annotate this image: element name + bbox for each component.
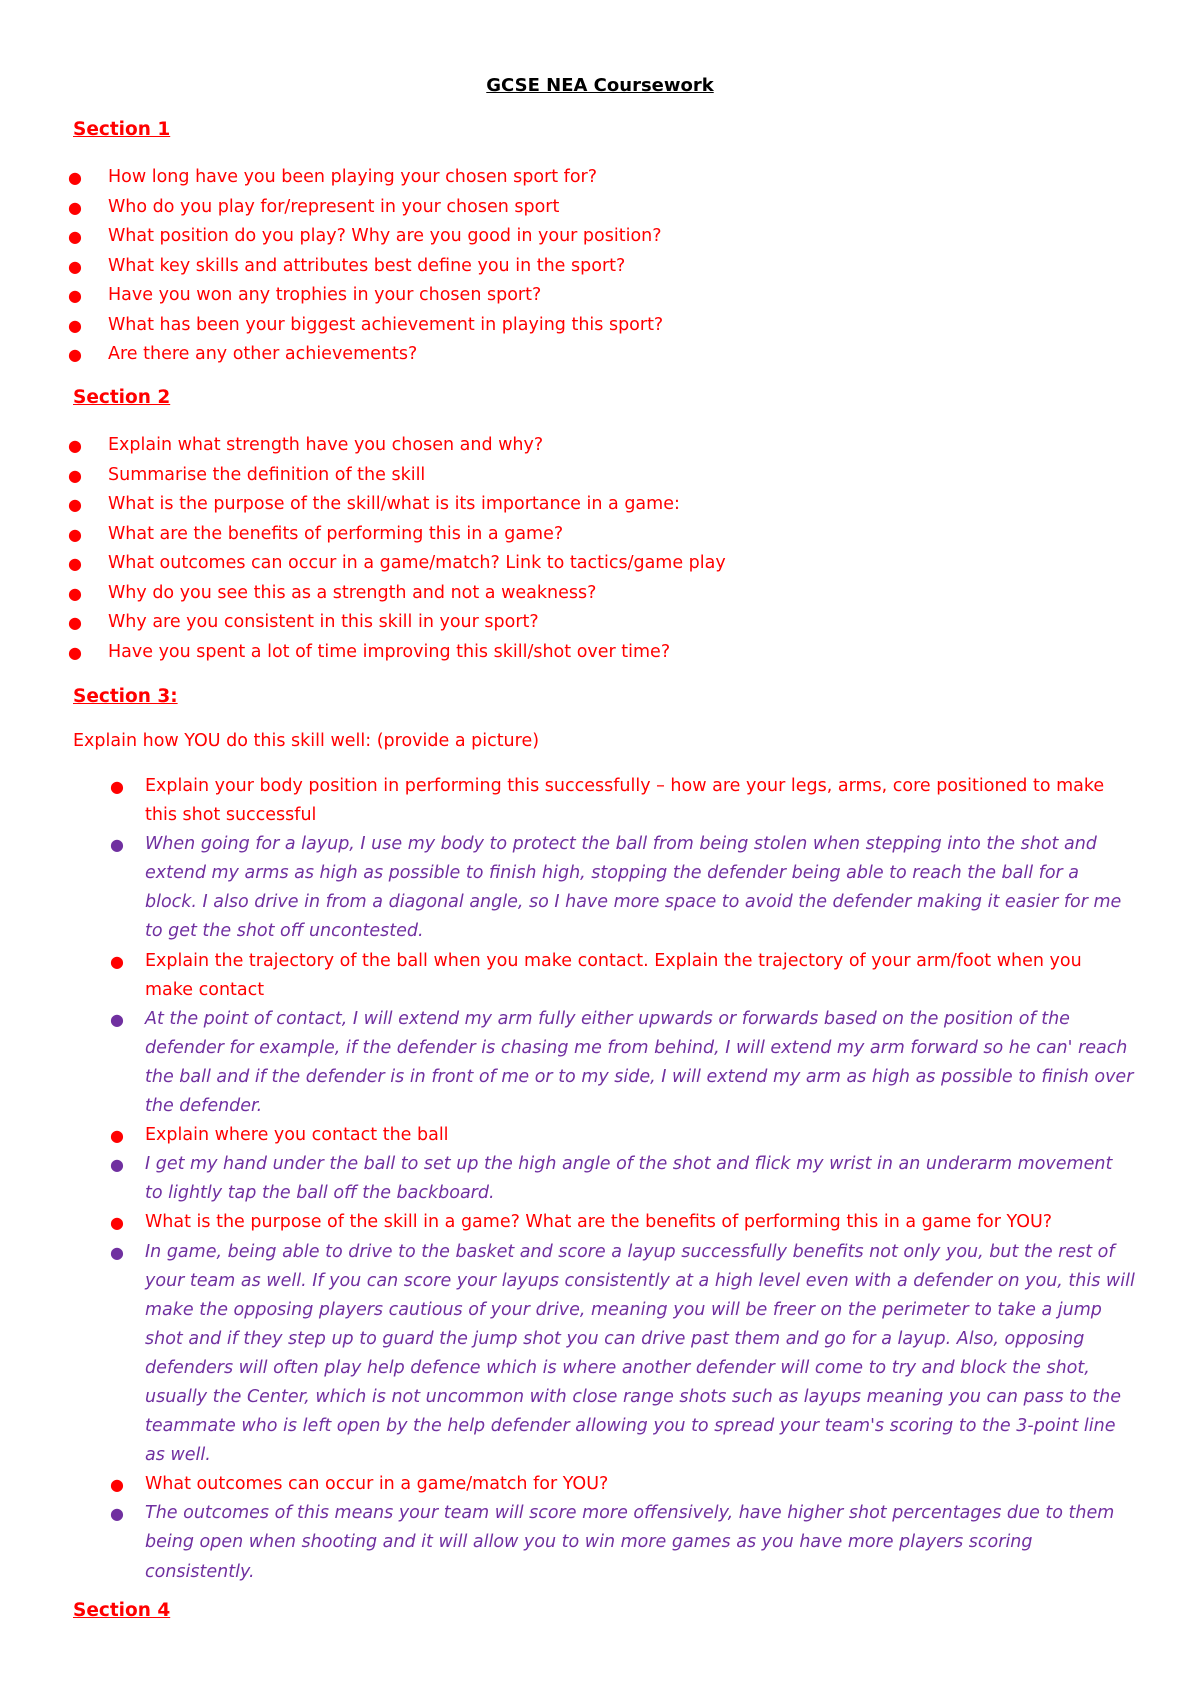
answer-item: ● In game, being able to drive to the basket and score a layup successfully benefits not only you, but the rest of your team as well. If you can score your layups consistently at a high level even with a defender on you, this will make the opposing players cautious of your drive, meaning you will be freer on the perimeter to take a jump shot and if they step up to guard the jump shot you can drive past them and go for a layup. Also, opposing defenders will often play help defence which is where another defender will come to try and block the shot, usually the Center, which is not uncommon with close range shots such as layups meaning you can pass to the teammate who is left open by the help defender allowing you to spread your team's scoring to the 3-point line as well. <box>0 1238 1135 1471</box>
bullet-icon: ● <box>68 642 82 662</box>
bullet-icon: ● <box>68 613 82 632</box>
list-item: ● Summarise the definition of the skill <box>0 461 1200 491</box>
bullet-icon: ● <box>110 951 124 971</box>
section-2-heading: Section 2 <box>73 387 171 408</box>
list-item: ● What has been your biggest achievement in playing this sport? <box>0 311 1200 341</box>
bullet-icon: ● <box>68 256 82 276</box>
bullet-icon: ● <box>110 1504 124 1524</box>
bullet-icon: ● <box>68 168 82 187</box>
bullet-icon: ● <box>68 495 82 514</box>
question-item: ● Explain where you contact the ball <box>0 1121 1135 1150</box>
answer-item: ● When going for a layup, I use my body to protect the ball from being stolen when stepping into the shot and extend my arms as high as possible to finish high, stopping the defender being able to reach the ball for a block. I also drive in from a diagonal angle, so I have more space to avoid the defender making it easier for me to get the shot off uncontested. <box>0 830 1135 946</box>
answer-item: ● I get my hand under the ball to set up the high angle of the shot and flick my wrist in an underarm movement to lightly tap the ball off the backboard. <box>0 1150 1135 1208</box>
list-item: ● What key skills and attributes best define you in the sport? <box>0 252 1200 282</box>
list-item: ● How long have you been playing your chosen sport for? <box>0 163 1200 193</box>
bullet-icon: ● <box>110 777 124 796</box>
section-3-intro: Explain how YOU do this skill well: (provide a picture) <box>73 731 540 751</box>
bullet-icon: ● <box>68 227 82 246</box>
list-item: ● What are the benefits of performing this in a game? <box>0 520 1200 550</box>
document-title: GCSE NEA Coursework <box>486 75 714 96</box>
bullet-icon: ● <box>68 524 82 544</box>
bullet-icon: ● <box>110 835 124 855</box>
question-item: ● What is the purpose of the skill in a game? What are the benefits of performing this in a game for YOU? <box>0 1208 1135 1237</box>
bullet-icon: ● <box>110 1126 124 1146</box>
list-item: ● What is the purpose of the skill/what is its importance in a game: <box>0 490 1200 520</box>
list-item: ● Why do you see this as a strength and not a weakness? <box>0 579 1200 609</box>
bullet-icon: ● <box>68 345 82 364</box>
bullet-icon: ● <box>110 1009 124 1029</box>
answer-item: ● The outcomes of this means your team will score more offensively, have higher shot percentages due to them being open when shooting and it will allow you to win more games as you have more players scoring consistently. <box>0 1499 1135 1586</box>
bullet-icon: ● <box>68 197 82 217</box>
section-2-questions <box>0 431 1200 667</box>
list-item: ● Have you spent a lot of time improving this skill/shot over time? <box>0 638 1200 668</box>
section-1-heading: Section 1 <box>73 119 171 140</box>
bullet-icon: ● <box>110 1242 124 1262</box>
section-1-questions <box>0 163 1200 370</box>
bullet-icon: ● <box>68 286 82 305</box>
list-item: ● Why are you consistent in this skill in your sport? <box>0 608 1200 638</box>
bullet-icon: ● <box>110 1155 124 1175</box>
question-item: ● Explain your body position in performing this successfully – how are your legs, arms, core positioned to make this shot successful <box>0 772 1135 830</box>
bullet-icon: ● <box>68 436 82 455</box>
section-4-heading: Section 4 <box>73 1600 171 1621</box>
list-item: ● Are there any other achievements? <box>0 340 1200 370</box>
list-item: ● Have you won any trophies in your chosen sport? <box>0 281 1200 311</box>
bullet-icon: ● <box>110 1213 124 1233</box>
list-item: ● Who do you play for/represent in your chosen sport <box>0 193 1200 223</box>
bullet-icon: ● <box>68 583 82 603</box>
answer-item: ● At the point of contact, I will extend my arm fully either upwards or forwards based on the position of the defender for example, if the defender is chasing me from behind, I will extend my arm forward so he can' reach the ball and if the defender is in front of me or to my side, I will extend my arm as high as possible to finish over the defender. <box>0 1005 1135 1121</box>
list-item: ● What outcomes can occur in a game/match? Link to tactics/game play <box>0 549 1200 579</box>
section-3-items <box>0 772 1200 1587</box>
bullet-icon: ● <box>68 465 82 485</box>
question-item: ● What outcomes can occur in a game/match for YOU? <box>0 1470 1135 1499</box>
bullet-icon: ● <box>110 1475 124 1495</box>
list-item: ● What position do you play? Why are you good in your position? <box>0 222 1200 252</box>
bullet-icon: ● <box>68 315 82 335</box>
list-item: ● Explain what strength have you chosen and why? <box>0 431 1200 461</box>
question-item: ● Explain the trajectory of the ball when you make contact. Explain the trajectory of your arm/foot when you make contact <box>0 947 1135 1005</box>
section-3-heading: Section 3: <box>73 686 178 707</box>
bullet-icon: ● <box>68 554 82 573</box>
